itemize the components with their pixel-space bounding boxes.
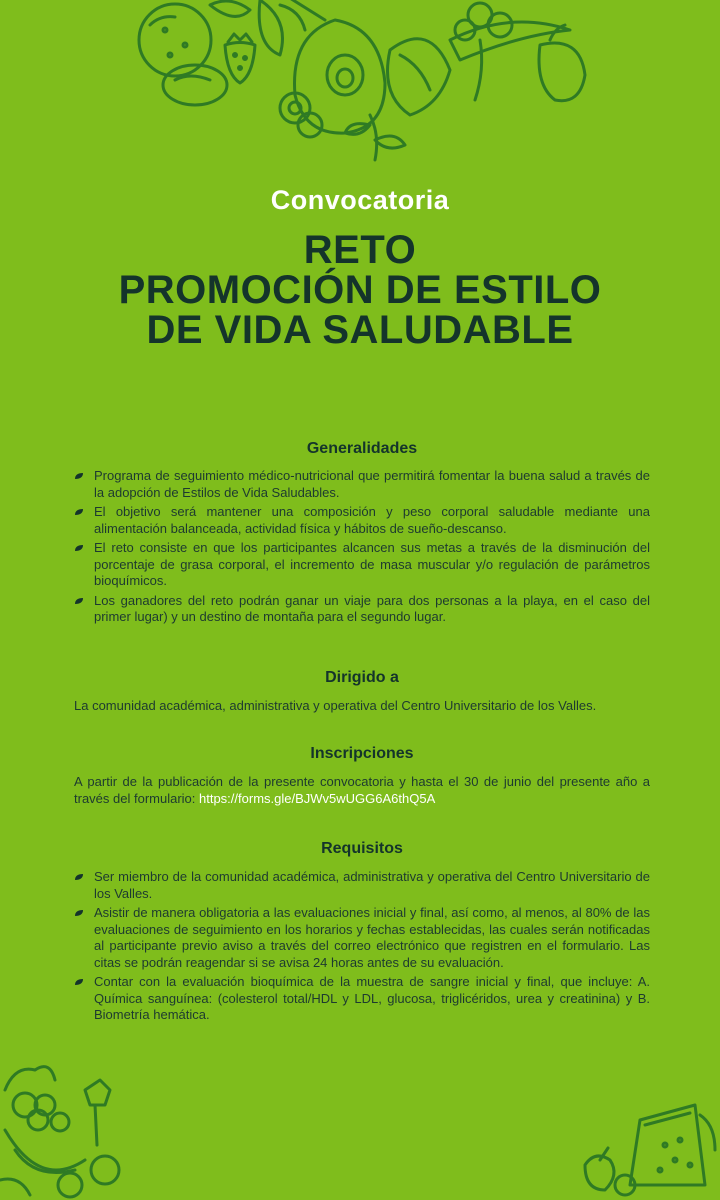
leaf-bullet-icon bbox=[74, 873, 84, 881]
list-item: Ser miembro de la comunidad académica, administrativa y operativa del Centro Universitario de los Valles. bbox=[74, 869, 650, 902]
requisitos-list bbox=[74, 869, 650, 1024]
title-line-3: DE VIDA SALUDABLE bbox=[146, 308, 574, 352]
leaf-bullet-icon bbox=[74, 597, 84, 605]
leaf-bullet-icon bbox=[74, 544, 84, 552]
section-heading-generalidades: Generalidades bbox=[306, 440, 418, 457]
list-item: Asistir de manera obligatoria a las evaluaciones inicial y final, así como, al menos, al 80% de las evaluaciones de seguimiento en los horarios y fechas establecidas, las cuales serán notificadas al participante previo aviso a través del correo electrónico que registren en el formulario. Las citas se podrán reagendar si se avisa 24 horas antes de su evaluación. bbox=[74, 905, 650, 971]
section-dirigido bbox=[74, 669, 650, 715]
generalidades-list bbox=[74, 468, 650, 626]
pre-title: Convocatoria bbox=[270, 185, 450, 215]
main-title bbox=[0, 230, 720, 350]
leaf-bullet-icon bbox=[74, 472, 84, 480]
section-heading-inscripciones: Inscripciones bbox=[310, 745, 414, 762]
registration-form-link[interactable]: https://forms.gle/BJWv5wUGG6A6thQ5A bbox=[199, 790, 436, 806]
title-line-1: RETO bbox=[303, 228, 417, 272]
list-item: El reto consiste en que los participantes alcancen sus metas a través de la disminución del porcentaje de grasa corporal, el incremento de masa muscular y/o regulación de parámetros bioquímicos. bbox=[74, 540, 650, 590]
section-requisitos bbox=[74, 840, 650, 1027]
leaf-bullet-icon bbox=[74, 978, 84, 986]
section-inscripciones bbox=[74, 745, 650, 807]
title-line-2: PROMOCIÓN DE ESTILO bbox=[118, 268, 602, 312]
fruits-vegetables-illustration bbox=[120, 0, 600, 170]
leaf-bullet-icon bbox=[74, 909, 84, 917]
section-heading-requisitos: Requisitos bbox=[321, 840, 403, 857]
section-generalidades bbox=[74, 440, 650, 629]
fruit-bowl-illustration bbox=[0, 1060, 140, 1200]
list-item: Programa de seguimiento médico-nutricional que permitirá fomentar la buena salud a través de la adopción de Estilos de Vida Saludables. bbox=[74, 468, 650, 501]
list-item: El objetivo será mantener una composición y peso corporal saludable mediante una alimentación balanceada, actividad física y hábitos de sueño-descanso. bbox=[74, 504, 650, 537]
dirigido-text: La comunidad académica, administrativa y operativa del Centro Universitario de los Valles. bbox=[74, 698, 597, 713]
watermelon-illustration bbox=[580, 1095, 720, 1200]
list-item: Los ganadores del reto podrán ganar un viaje para dos personas a la playa, en el caso del primer lugar) y un destino de montaña para el segundo lugar. bbox=[74, 593, 650, 626]
section-heading-dirigido: Dirigido a bbox=[325, 669, 399, 686]
leaf-bullet-icon bbox=[74, 508, 84, 516]
list-item: Contar con la evaluación bioquímica de la muestra de sangre inicial y final, que incluye: A. Química sanguínea: (colesterol total/HDL y LDL, glucosa, triglicéridos, urea y creatinina) y B. Biometría hemática. bbox=[74, 974, 650, 1024]
inscripciones-text: A partir de la publicación de la presente convocatoria y hasta el 30 de junio del presente año a través del formulario: https://forms.gle/BJWv5wUGG6A6thQ5A bbox=[74, 774, 650, 806]
